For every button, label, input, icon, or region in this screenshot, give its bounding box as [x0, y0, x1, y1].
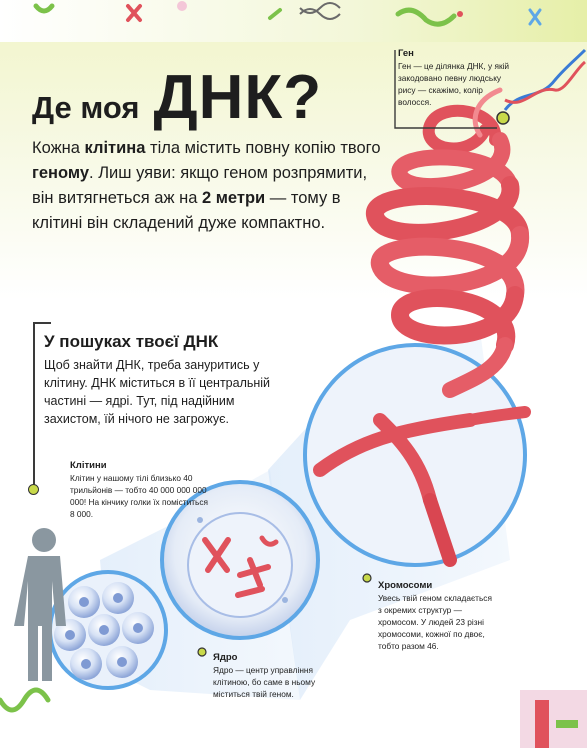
intro-bold-3: 2 метри [201, 189, 266, 207]
section-bracket-horizontal [33, 322, 51, 324]
search-section-title: У пошуках твоєї ДНК [44, 332, 219, 351]
dna-helix-icon [497, 50, 585, 124]
nucleus-caption-title: Ядро [213, 652, 238, 663]
intro-text-1: Кожна [32, 139, 85, 157]
intro-text-4: — тому в клітині він складений дуже компактно. [32, 189, 341, 232]
chromosome-icon [36, 1, 540, 24]
cell-cluster-icon [50, 572, 166, 688]
cells-caption [70, 460, 210, 520]
section-bracket-dot [28, 484, 39, 495]
intro-text-2: тіла містить повну копію твого [145, 139, 381, 157]
chromosomes-caption [378, 580, 498, 652]
intro-bold-2: геному [32, 164, 90, 182]
gene-caption-title: Ген [398, 48, 414, 59]
intro-paragraph [32, 136, 382, 236]
nucleus-caption [213, 652, 323, 700]
title-big: ДНК? [153, 63, 323, 132]
gene-caption [398, 48, 510, 108]
cells-caption-text: Клітин у нашому тілі близько 40 трильйонів — тобто 40 000 000 000 000! На кінчику голки їх поміститься 8 000. [70, 473, 209, 519]
chromosomes-caption-title: Хромосоми [378, 580, 433, 591]
chromosomes-caption-text: Увесь твій геном складається з окремих структур — хромосом. У людей 23 різні хромосоми, кожної по двоє, тобто разом 46. [378, 593, 492, 651]
gene-caption-text: Ген — це ділянка ДНК, у якій закодовано певну людську рису — скажімо, колір волосся. [398, 61, 510, 107]
chromosome-zoom-circle [305, 345, 525, 565]
cells-caption-title: Клітини [70, 460, 107, 471]
intro-text-3: . Лиш уяви: якщо геном розпрямити, він витягнеться аж на [32, 164, 368, 207]
nucleus-caption-text: Ядро — центр управління клітиною, бо саме в ньому міститься твій геном. [213, 665, 316, 699]
search-section-text: Щоб знайти ДНК, треба зануритись у клітину. ДНК міститься в її центральній частині — ядрі. Тут, під надійним захистом, їй нічого не загрожує. [44, 358, 271, 426]
intro-bold-1: клітина [84, 139, 146, 157]
dna-helix-icon [300, 3, 340, 19]
title-small: Де моя [32, 90, 140, 125]
page-title [32, 62, 322, 133]
section-bracket-vertical [33, 322, 35, 486]
